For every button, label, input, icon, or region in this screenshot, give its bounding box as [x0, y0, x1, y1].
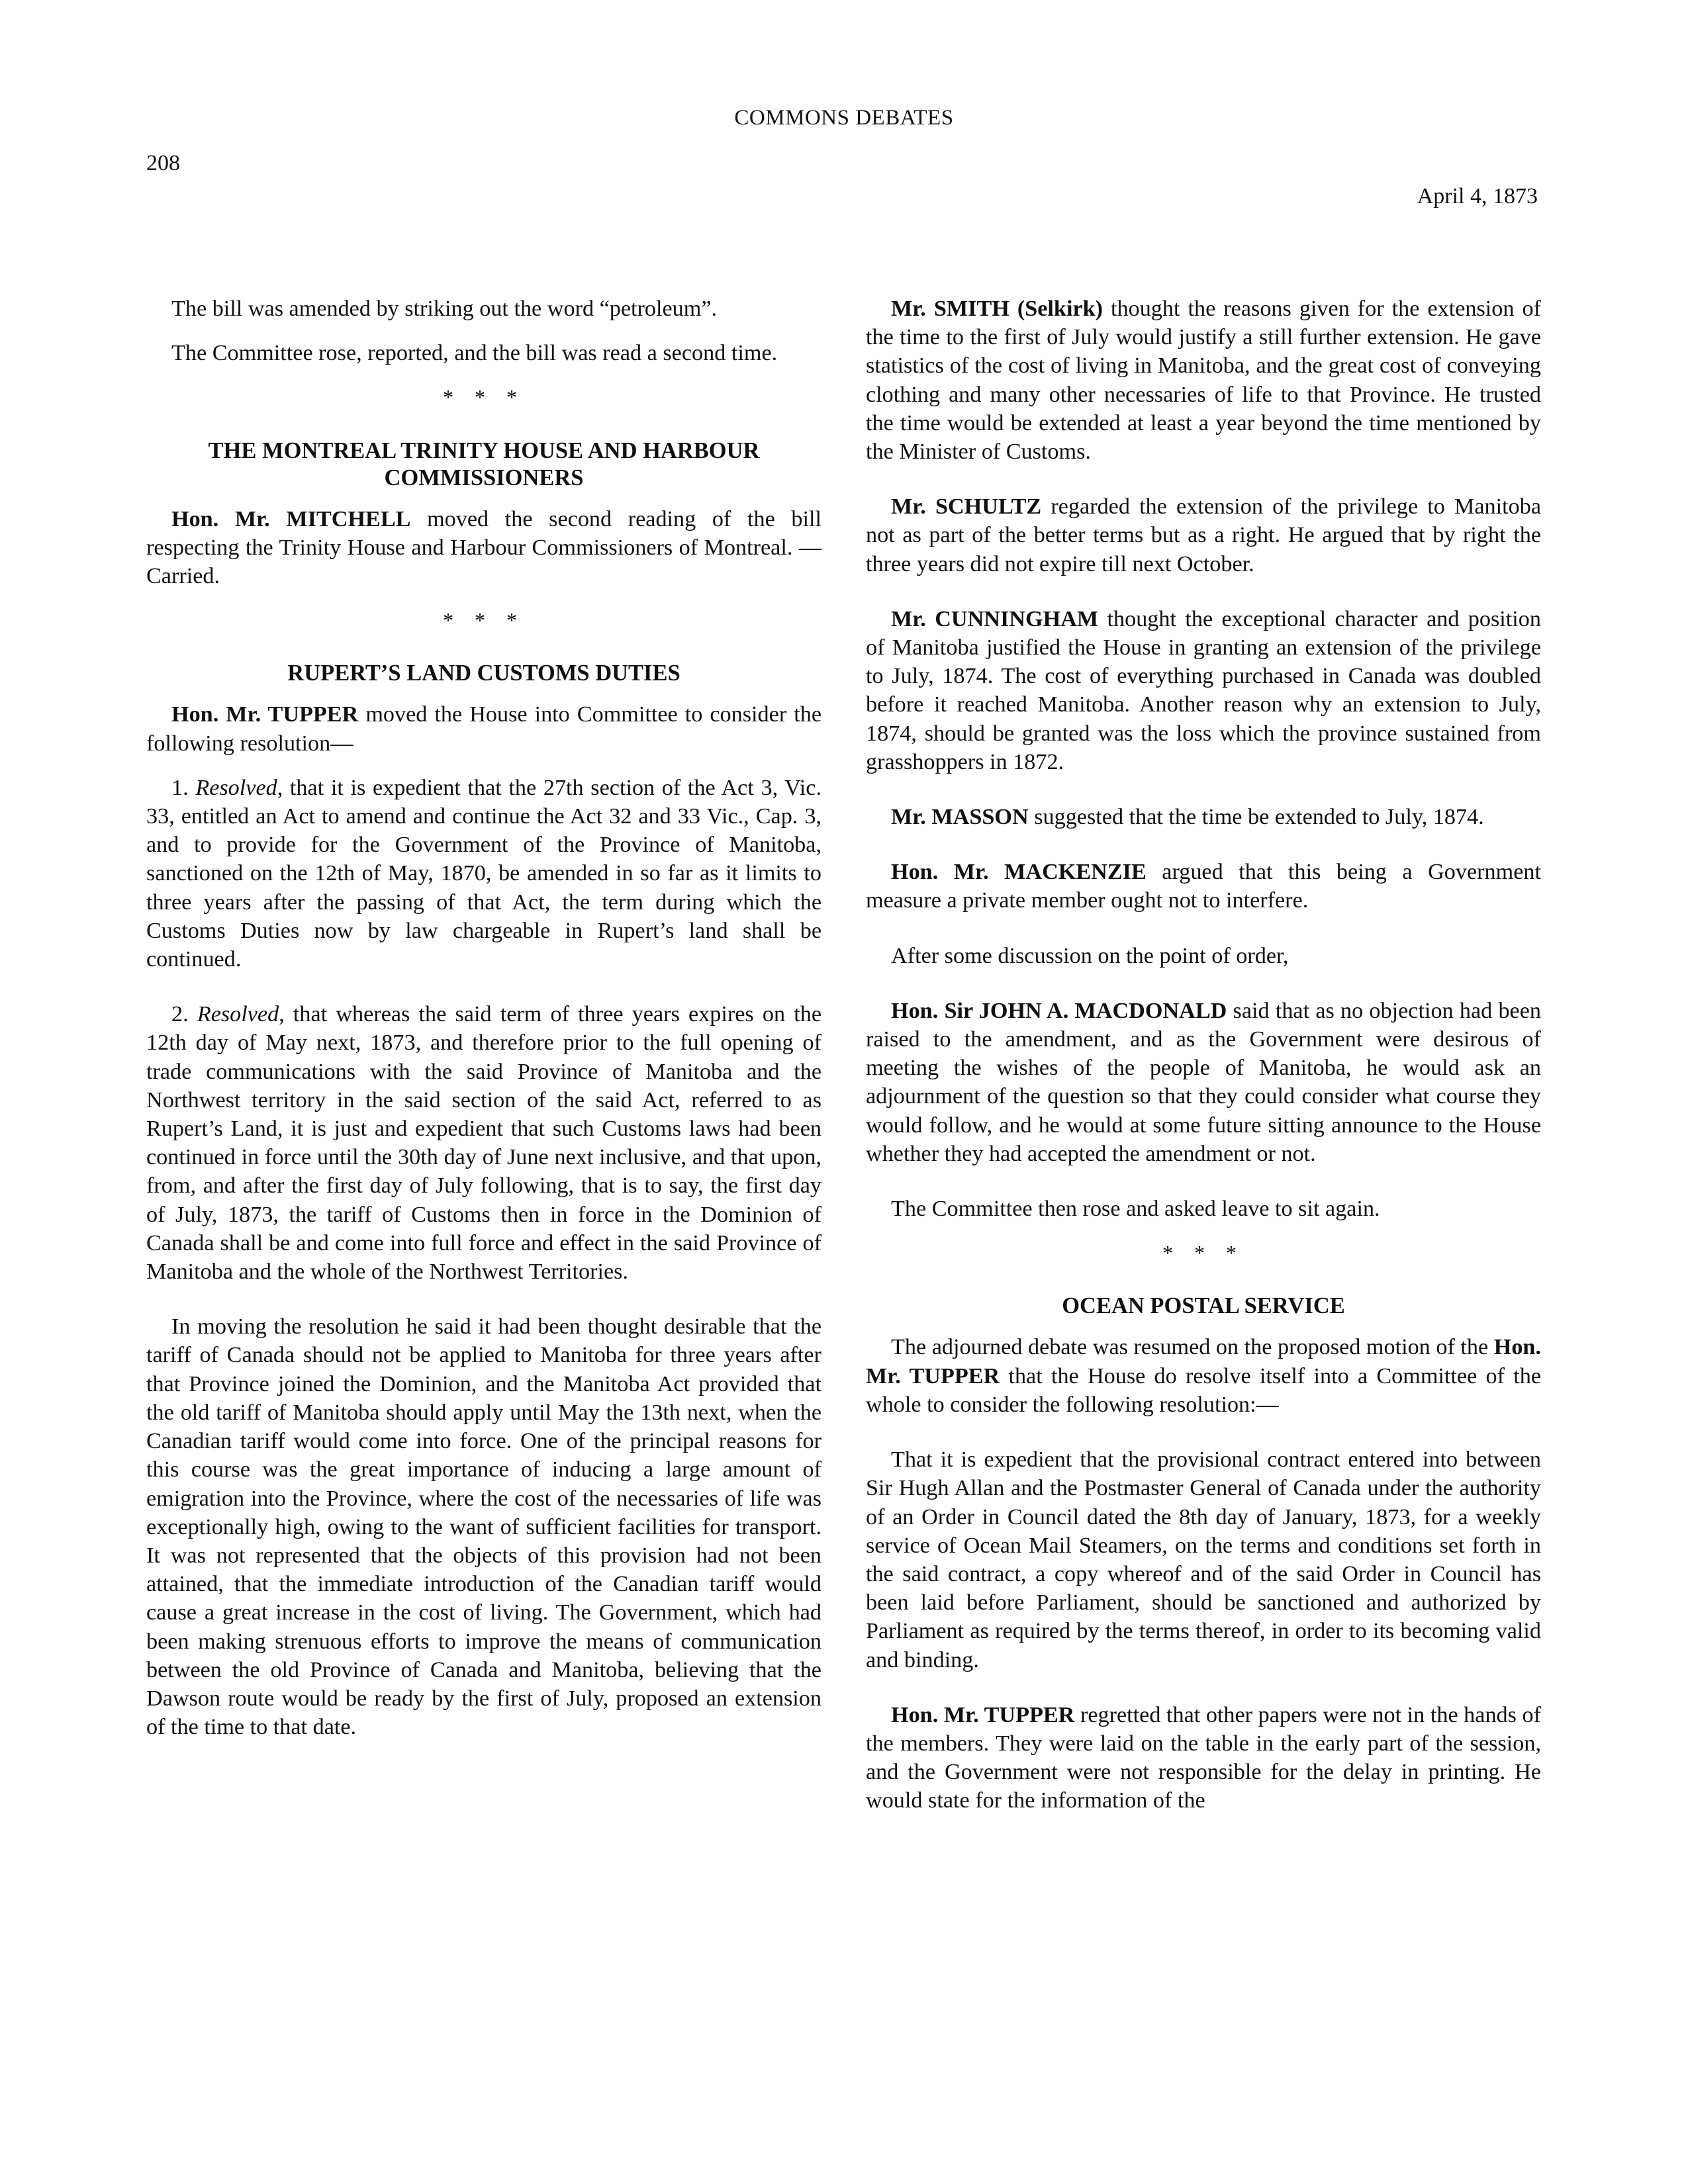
paragraph: In moving the resolution he said it had been thought desirable that the tariff of Canada should not be applied to Manitoba for three years after that Province joined the Dominion, and the Manitoba Act provided that the old tariff of Manitoba should apply until May the 13th next, when the Canadian tariff would come into force. One of the principal reasons for this course was the great importance of inducing a large amount of emigration into the Province, where the cost of the necessaries of life was exceptionally high, owing to the want of sufficient facilities for transport. It was not represented that the objects of this provision had not been attained, that the immediate introduction of the Canadian tariff would cause a great increase in the cost of living. The Government, which had been making strenuous efforts to improve the means of communication between the old Province of Canada and Manitoba, believing that the Dawson route would be ready by the first of July, proposed an extension of the time to that date.: [146, 1314, 821, 1740]
section-separator: * * *: [443, 385, 525, 410]
speech-text: suggested that the time be extended to July, 1874.: [1028, 805, 1484, 830]
paragraph: [866, 997, 1541, 1168]
resolution-1: [146, 774, 821, 974]
speech-text: regarded the extension of the privilege to Manitoba not as part of the better terms but as a right. He argued that by right the three years did not expire till next October.: [866, 494, 1541, 576]
speaker-name: Hon. Mr. TUPPER: [866, 1335, 1541, 1388]
speech-text: regretted that other papers were not in the hands of the members. They were laid on the table in the early part of the session, and the Government were not responsible for the delay in printing. He would state for the information of the: [866, 1702, 1541, 1813]
paragraph: The bill was amended by striking out the word “petroleum”.: [171, 296, 718, 321]
paragraph: [866, 858, 1541, 915]
section-heading-ocean-postal: OCEAN POSTAL SERVICE: [1062, 1293, 1345, 1319]
section-heading-trinity-house: THE MONTREAL TRINITY HOUSE AND HARBOUR COMMISSIONERS: [208, 437, 760, 490]
resolved-word: Resolved: [197, 1002, 279, 1027]
speaker-name: Mr. MASSON: [891, 805, 1029, 830]
speaker-name: Hon. Mr. TUPPER: [891, 1702, 1075, 1727]
speech-text: said that as no objection had been raised to the amendment, and as the Government were desirous of meeting the wishes of the people of Manitoba, he would ask an adjournment of the question so that they could consider what course they would follow, and he would at some future sitting announce to the House whether they had accepted the amendment or not.: [866, 998, 1541, 1166]
speech-text: moved the House into Committee to consider the following resolution—: [146, 702, 821, 756]
section-separator: * * *: [443, 608, 525, 633]
paragraph: [866, 295, 1541, 466]
running-head: COMMONS DEBATES: [734, 106, 954, 130]
paragraph: [866, 1701, 1541, 1815]
resolution-2: [146, 1000, 821, 1286]
speech-text: moved the second reading of the bill respecting the Trinity House and Harbour Commissioners of Montreal. —Carried.: [146, 506, 821, 589]
speaker-name: Hon. Mr. TUPPER: [171, 702, 359, 727]
speech-text: thought the exceptional character and position of Manitoba justified the House in granting an extension of the privilege to July, 1874. The cost of everything purchased in Canada was doubled before it reached Manitoba. Another reason why an extension to July, 1874, should be granted was the loss which the province sustained from grasshoppers in 1872.: [866, 606, 1541, 774]
paragraph: [866, 803, 1541, 831]
left-column: [146, 295, 821, 1741]
speaker-name: Mr. SMITH (Selkirk): [891, 296, 1103, 321]
paragraph: The Committee rose, reported, and the bill was read a second time.: [171, 341, 778, 366]
speech-text: that the House do resolve itself into a Committee of the whole to consider the following resolution:—: [866, 1363, 1541, 1417]
resolution-text: , that it is expedient that the 27th section of the Act 3, Vic. 33, entitled an Act to amend and continue the Act 32 and 33 Vic., Cap. 3, and to provide for the Government of the Province of Manitoba, sanctioned on the 12th of May, 1870, be amended in so far as it limits to three years after the passing of that Act, the term during which the Customs Duties now by law chargeable in Rupert’s land shall be continued.: [146, 775, 822, 972]
speaker-name: Hon. Mr. MITCHELL: [171, 506, 411, 531]
speech-text: thought the reasons given for the extension of the time to the first of July would justify a still further extension. He gave statistics of the cost of living in Manitoba, and the great cost of conveying clothing and many other necessaries of life to that Province. He trusted the time would be extended at least a year beyond the time mentioned by the Minister of Customs.: [866, 296, 1541, 465]
speech-text: The adjourned debate was resumed on the proposed motion of the: [891, 1335, 1494, 1360]
speaker-name: Hon. Mr. MACKENZIE: [891, 860, 1147, 885]
paragraph: [866, 1333, 1541, 1419]
section-separator: * * *: [1162, 1241, 1244, 1265]
resolution-number: 2.: [171, 1002, 197, 1027]
page-date: April 4, 1873: [1417, 184, 1538, 208]
paragraph: [146, 505, 821, 591]
resolved-word: Resolved: [195, 775, 277, 800]
speech-text: argued that this being a Government measure a private member ought not to interfere.: [866, 860, 1541, 913]
paragraph: The Committee then rose and asked leave to sit again.: [891, 1197, 1380, 1222]
paragraph: [866, 605, 1541, 776]
paragraph: After some discussion on the point of order,: [891, 943, 1289, 968]
right-column: [866, 295, 1541, 1815]
paragraph: That it is expedient that the provisional contract entered into between Sir Hugh Allan and the Postmaster General of Canada under the authority of an Order in Council dated the 8th day of January, 1873, for a weekly service of Ocean Mail Steamers, on the terms and conditions set forth in the said contract, a copy whereof and of the said Order in Council has been laid before Parliament, should be sanctioned and authorized by Parliament as required by the terms thereof, in order to its becoming valid and binding.: [866, 1447, 1541, 1672]
section-heading-ruperts-land: RUPERT’S LAND CUSTOMS DUTIES: [287, 660, 680, 686]
speaker-name: Hon. Sir JOHN A. MACDONALD: [891, 998, 1227, 1023]
resolution-text: , that whereas the said term of three years expires on the 12th day of May next, 1873, and therefore prior to the full opening of trade communications with the said Province of Manitoba and the Northwest territory in the said section of the said Act, referred to as Rupert’s Land, it is just and expedient that such Customs laws had been continued in force until the 30th day of June next inclusive, and that upon, from, and after the first day of July following, that is to say, the first day of July, 1873, the tariff of Customs then in force in the Dominion of Canada shall be and come into full force and effect in the said Province of Manitoba and the whole of the Northwest Territories.: [146, 1002, 821, 1285]
paragraph: [146, 700, 821, 757]
resolution-number: 1.: [171, 775, 196, 800]
page-number: 208: [146, 151, 180, 175]
speaker-name: Mr. SCHULTZ: [891, 494, 1042, 520]
speaker-name: Mr. CUNNINGHAM: [891, 606, 1099, 631]
paragraph: [866, 492, 1541, 578]
